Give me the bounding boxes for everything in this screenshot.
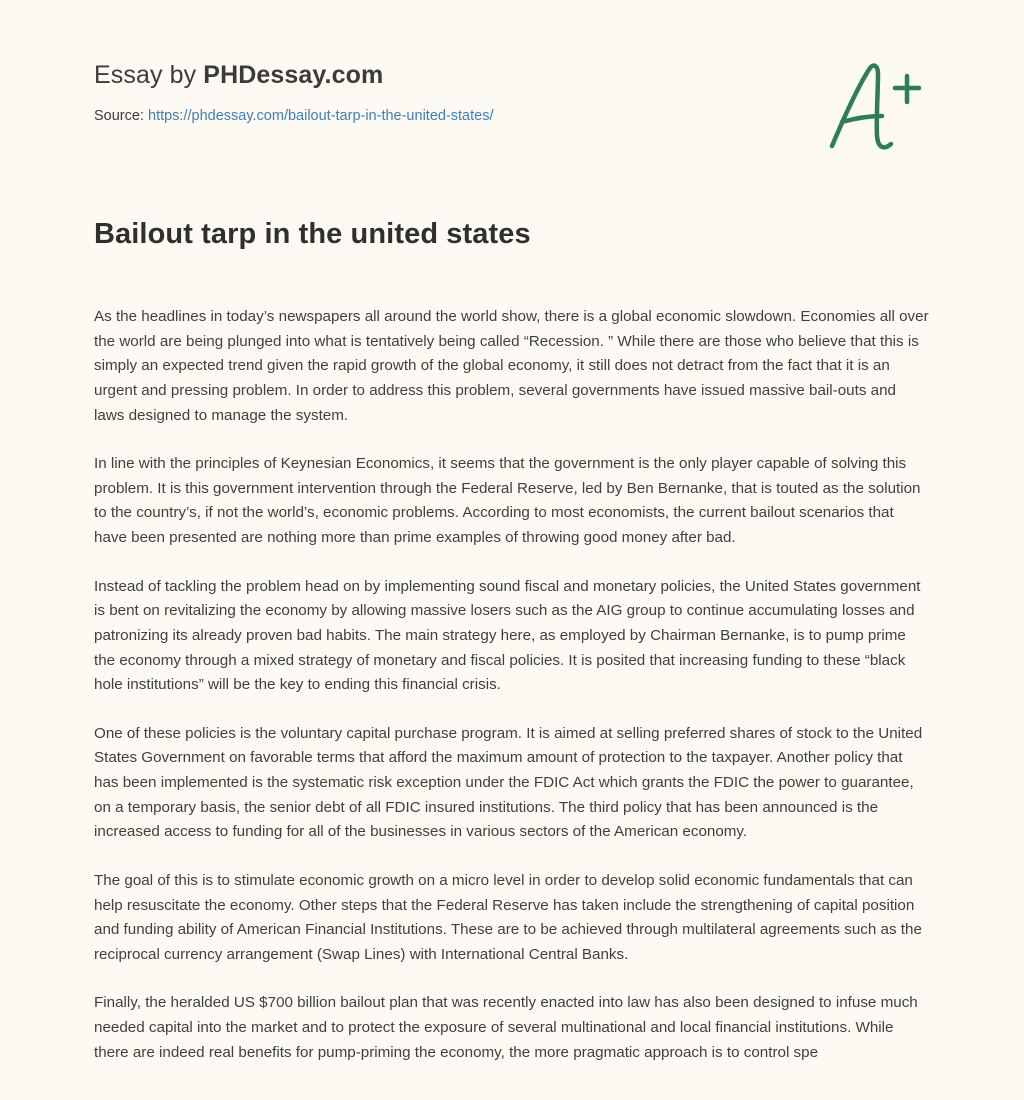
brand-line bbox=[94, 60, 930, 90]
paragraph: Finally, the heralded US $700 billion bailout plan that was recently enacted into law has also been designed to infuse much needed capital into the market and to protect the exposure of several multinational and local financial institutions. While there are indeed real benefits for pump-priming the economy, the more pragmatic approach is to control spe bbox=[94, 994, 918, 1061]
paragraph: The goal of this is to stimulate economic growth on a micro level in order to develop solid economic fundamentals that can help resuscitate the economy. Other steps that the Federal Reserve has taken include the strengthening of capital position and funding ability of American Financial Institutions. These are to be achieved through multilateral agreements such as the reciprocal currency arrangement (Swap Lines) with International Central Banks. bbox=[94, 871, 922, 963]
paragraph: As the headlines in today’s newspapers all around the world show, there is a global economic slowdown. Economies all over the world are being plunged into what is tentatively being called “Recession. ” While there are those who believe that this is simply an expected trend given the rapid growth of the global economy, it still does not detract from the fact that it is an urgent and pressing problem. In order to address this problem, several governments have issued massive bail-outs and laws designed to manage the system. bbox=[94, 308, 929, 424]
page-title: Bailout tarp in the united states bbox=[94, 218, 531, 250]
paragraph: One of these policies is the voluntary capital purchase program. It is aimed at selling preferred shares of stock to the United States Government on favorable terms that afford the maximum amount of protection to the taxpayer. Another policy that has been implemented is the systematic risk exception under the FDIC Act which grants the FDIC the power to guarantee, on a temporary basis, the senior debt of all FDIC insured institutions. The third policy that has been announced is the increased access to funding for all of the businesses in various sectors of the American economy. bbox=[94, 724, 923, 841]
paragraph: Instead of tackling the problem head on by implementing sound fiscal and monetary policies, the United States government is bent on revitalizing the economy by allowing massive losers such as the AIG group to continue accumulating losses and patronizing its already proven bad habits. The main strategy here, as employed by Chairman Bernanke, is to pump prime the economy through a mixed strategy of monetary and fiscal policies. It is posited that increasing funding to these “black hole institutions” will be the key to ending this financial crisis. bbox=[94, 577, 921, 694]
source-line bbox=[94, 108, 930, 124]
document-header bbox=[0, 0, 1024, 124]
brand-essay-label: Essay bbox=[94, 61, 163, 89]
brand-by-label: by bbox=[162, 61, 204, 89]
article-body bbox=[0, 305, 1024, 1065]
source-label: Source: bbox=[94, 108, 148, 124]
source-url-link[interactable]: https://phdessay.com/bailout-tarp-in-the-united-states/ bbox=[148, 108, 494, 124]
brand-site-label: PHDessay.com bbox=[203, 61, 384, 89]
paragraph: In line with the principles of Keynesian Economics, it seems that the government is the only player capable of solving this problem. It is this government intervention through the Federal Reserve, led by Ben Bernanke, that is touted as the solution to the country’s, if not the world’s, economic problems. According to most economists, the current bailout scenarios that have been presented are nothing more than prime examples of throwing good money after bad. bbox=[94, 455, 921, 546]
aplus-logo-icon bbox=[818, 58, 928, 158]
